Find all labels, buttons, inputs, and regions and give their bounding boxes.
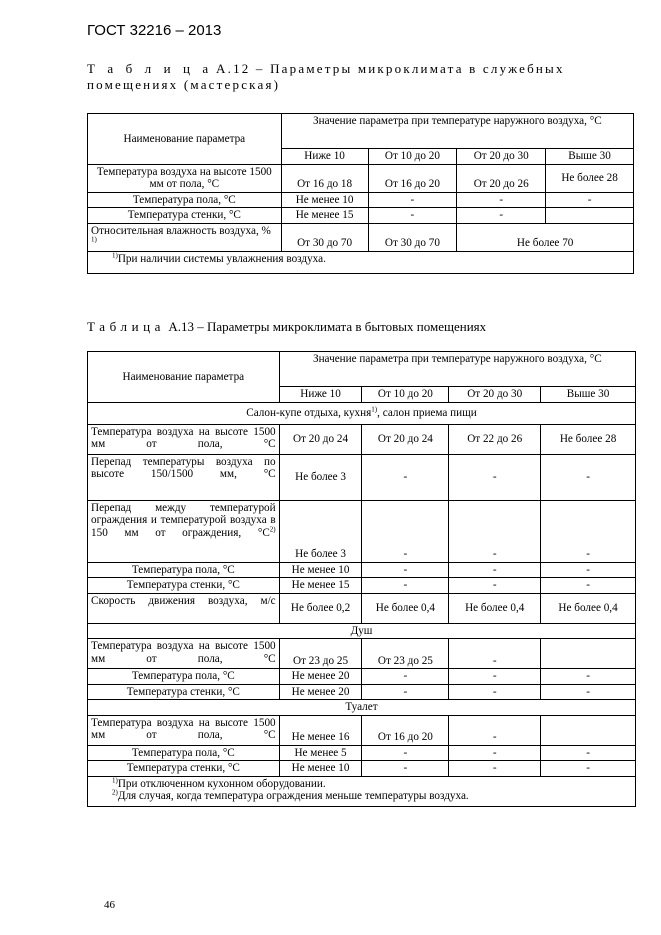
cell-value: - bbox=[449, 454, 541, 500]
table-row bbox=[88, 669, 636, 685]
row-name: Скорость движения воздуха, м/с bbox=[88, 593, 280, 623]
table-row bbox=[88, 715, 636, 745]
cell-value: От 30 до 70 bbox=[281, 223, 368, 251]
row-name: Температура пола, °С bbox=[88, 562, 280, 578]
section-title-text: Салон-купе отдыха, кухня bbox=[246, 406, 372, 419]
footnote-text: При наличии системы увлажнения воздуха. bbox=[117, 252, 326, 265]
row-name: Температура пола, °С bbox=[88, 669, 280, 685]
cell-empty bbox=[546, 208, 634, 224]
column-header: От 10 до 20 bbox=[368, 149, 457, 165]
cell-value: Не менее 20 bbox=[279, 669, 362, 685]
row-name-text: Перепад между температурой ограждения и температурой воздуха в 150 мм от ограждения, °С bbox=[91, 501, 276, 539]
cell-value: Не более 28 bbox=[546, 164, 634, 192]
section-row bbox=[88, 402, 636, 424]
cell-value: - bbox=[541, 562, 636, 578]
table-row bbox=[88, 164, 634, 192]
table-a13 bbox=[87, 351, 636, 807]
cell-value: - bbox=[449, 761, 541, 777]
cell-value: Не более 0,4 bbox=[362, 593, 449, 623]
footnotes bbox=[88, 776, 636, 806]
cell-value: Не менее 10 bbox=[281, 192, 368, 208]
cell-value: Не более 3 bbox=[279, 454, 362, 500]
cell-value: - bbox=[541, 578, 636, 594]
cell-value: - bbox=[541, 669, 636, 685]
cell-value: - bbox=[541, 684, 636, 700]
cell-value: - bbox=[362, 578, 449, 594]
page-number: 46 bbox=[104, 899, 115, 911]
row-name: Перепад температуры воздуха по высоте 150/1500 мм, °С bbox=[88, 454, 280, 500]
column-header-group: Значение параметра при температуре наружного воздуха, °С bbox=[281, 114, 633, 149]
row-name bbox=[88, 500, 280, 562]
footnote-row bbox=[88, 776, 636, 806]
table-row bbox=[88, 684, 636, 700]
cell-value: - bbox=[457, 192, 546, 208]
cell-value: Не более 0,2 bbox=[279, 593, 362, 623]
cell-empty bbox=[541, 639, 636, 669]
cell-value: - bbox=[449, 578, 541, 594]
table-label: Таблица bbox=[87, 319, 166, 334]
table-row bbox=[88, 454, 636, 500]
table-row bbox=[88, 639, 636, 669]
cell-value: Не менее 5 bbox=[279, 745, 362, 761]
footnote-mark: 1) bbox=[112, 775, 118, 784]
table-title: А.13 – Параметры микроклимата в бытовых помещениях bbox=[168, 319, 487, 334]
row-name: Температура стенки, °С bbox=[88, 761, 280, 777]
table-a12-caption bbox=[87, 61, 632, 93]
row-name-text: Относительная влажность воздуха, % bbox=[91, 224, 271, 237]
footnote-row bbox=[88, 251, 634, 273]
cell-value: - bbox=[546, 192, 634, 208]
cell-value: - bbox=[368, 192, 457, 208]
table-row bbox=[88, 208, 634, 224]
table-label: Т а б л и ц а bbox=[87, 61, 213, 76]
table-row bbox=[88, 424, 636, 454]
cell-value: - bbox=[541, 745, 636, 761]
section-row bbox=[88, 623, 636, 639]
column-header: Выше 30 bbox=[541, 387, 636, 403]
cell-value: - bbox=[362, 454, 449, 500]
table-row bbox=[88, 500, 636, 562]
cell-value: От 16 до 20 bbox=[368, 164, 457, 192]
table-row bbox=[88, 223, 634, 251]
cell-value: - bbox=[449, 684, 541, 700]
document-header: ГОСТ 32216 – 2013 bbox=[87, 22, 222, 39]
row-name: Температура стенки, °С bbox=[88, 208, 282, 224]
cell-value: Не более 0,4 bbox=[449, 593, 541, 623]
column-header-name: Наименование параметра bbox=[88, 114, 282, 165]
table-row bbox=[88, 761, 636, 777]
cell-value: От 20 до 26 bbox=[457, 164, 546, 192]
row-name: Температура воздуха на высоте 1500 мм от пола, °С bbox=[88, 424, 280, 454]
row-name: Температура пола, °С bbox=[88, 745, 280, 761]
row-name: Температура воздуха на высоте 1500 мм от пола, °С bbox=[88, 639, 280, 669]
column-header: Ниже 10 bbox=[281, 149, 368, 165]
footnote-mark: 2) bbox=[112, 788, 118, 797]
cell-value: - bbox=[541, 761, 636, 777]
cell-value: - bbox=[368, 208, 457, 224]
cell-value: От 16 до 18 bbox=[281, 164, 368, 192]
cell-empty bbox=[541, 715, 636, 745]
column-header: Выше 30 bbox=[546, 149, 634, 165]
row-name: Температура стенки, °С bbox=[88, 684, 280, 700]
row-name: Температура стенки, °С bbox=[88, 578, 280, 594]
column-header: От 10 до 20 bbox=[362, 387, 449, 403]
cell-value: Не менее 20 bbox=[279, 684, 362, 700]
cell-value: Не более 70 bbox=[457, 223, 634, 251]
row-name: Температура пола, °С bbox=[88, 192, 282, 208]
footnote-ref: 1) bbox=[371, 405, 378, 414]
cell-value: Не более 0,4 bbox=[541, 593, 636, 623]
column-header: От 20 до 30 bbox=[449, 387, 541, 403]
cell-value: От 23 до 25 bbox=[279, 639, 362, 669]
table-title: А.12 – Параметры микроклимата в служебных помещениях (мастерская) bbox=[87, 61, 565, 92]
footnote-ref: 2) bbox=[269, 524, 276, 533]
column-header-name: Наименование параметра bbox=[88, 352, 280, 403]
cell-value: - bbox=[362, 761, 449, 777]
row-name: Температура воздуха на высоте 1500 мм от пола, °С bbox=[88, 715, 280, 745]
cell-value: От 16 до 20 bbox=[362, 715, 449, 745]
cell-value: - bbox=[541, 500, 636, 562]
row-name bbox=[88, 223, 282, 251]
cell-value: Не менее 10 bbox=[279, 562, 362, 578]
table-a12 bbox=[87, 113, 634, 274]
cell-value: Не менее 15 bbox=[279, 578, 362, 594]
footnote bbox=[112, 790, 632, 803]
footnote-text: При отключенном кухонном оборудовании. bbox=[117, 777, 326, 790]
table-row bbox=[88, 593, 636, 623]
cell-value: Не более 3 bbox=[279, 500, 362, 562]
column-header: От 20 до 30 bbox=[457, 149, 546, 165]
footnote bbox=[112, 775, 632, 791]
cell-value: Не менее 10 bbox=[279, 761, 362, 777]
column-header-group: Значение параметра при температуре наружного воздуха, °С bbox=[279, 352, 635, 387]
cell-value: - bbox=[362, 669, 449, 685]
column-header: Ниже 10 bbox=[279, 387, 362, 403]
row-name: Температура воздуха на высоте 1500 мм от пола, °С bbox=[88, 164, 282, 192]
cell-value: - bbox=[362, 684, 449, 700]
cell-value: - bbox=[457, 208, 546, 224]
cell-value: - bbox=[449, 639, 541, 669]
cell-value: - bbox=[449, 562, 541, 578]
table-row bbox=[88, 745, 636, 761]
table-row bbox=[88, 578, 636, 594]
footnote-mark: 1) bbox=[112, 250, 118, 259]
cell-value: От 22 до 26 bbox=[449, 424, 541, 454]
cell-value: - bbox=[449, 500, 541, 562]
cell-value: Не менее 15 bbox=[281, 208, 368, 224]
footnote bbox=[88, 251, 634, 273]
table-row bbox=[88, 192, 634, 208]
cell-value: Не более 28 bbox=[541, 424, 636, 454]
section-title: Душ bbox=[88, 623, 636, 639]
cell-value: От 23 до 25 bbox=[362, 639, 449, 669]
section-title-text: , салон приема пищи bbox=[377, 406, 477, 419]
cell-value: От 30 до 70 bbox=[368, 223, 457, 251]
cell-value: - bbox=[362, 745, 449, 761]
section-title: Туалет bbox=[88, 700, 636, 716]
section-title bbox=[88, 402, 636, 424]
footnote-ref: 1) bbox=[91, 235, 97, 244]
cell-value: Не менее 16 bbox=[279, 715, 362, 745]
cell-value: - bbox=[449, 715, 541, 745]
cell-value: От 20 до 24 bbox=[362, 424, 449, 454]
cell-value: - bbox=[362, 500, 449, 562]
cell-value: - bbox=[449, 669, 541, 685]
section-row bbox=[88, 700, 636, 716]
cell-value: От 20 до 24 bbox=[279, 424, 362, 454]
table-a13-caption bbox=[87, 319, 486, 335]
table-row bbox=[88, 562, 636, 578]
cell-value: - bbox=[362, 562, 449, 578]
cell-value: - bbox=[541, 454, 636, 500]
footnote-text: Для случая, когда температура ограждения меньше температуры воздуха. bbox=[117, 790, 469, 802]
cell-value: - bbox=[449, 745, 541, 761]
